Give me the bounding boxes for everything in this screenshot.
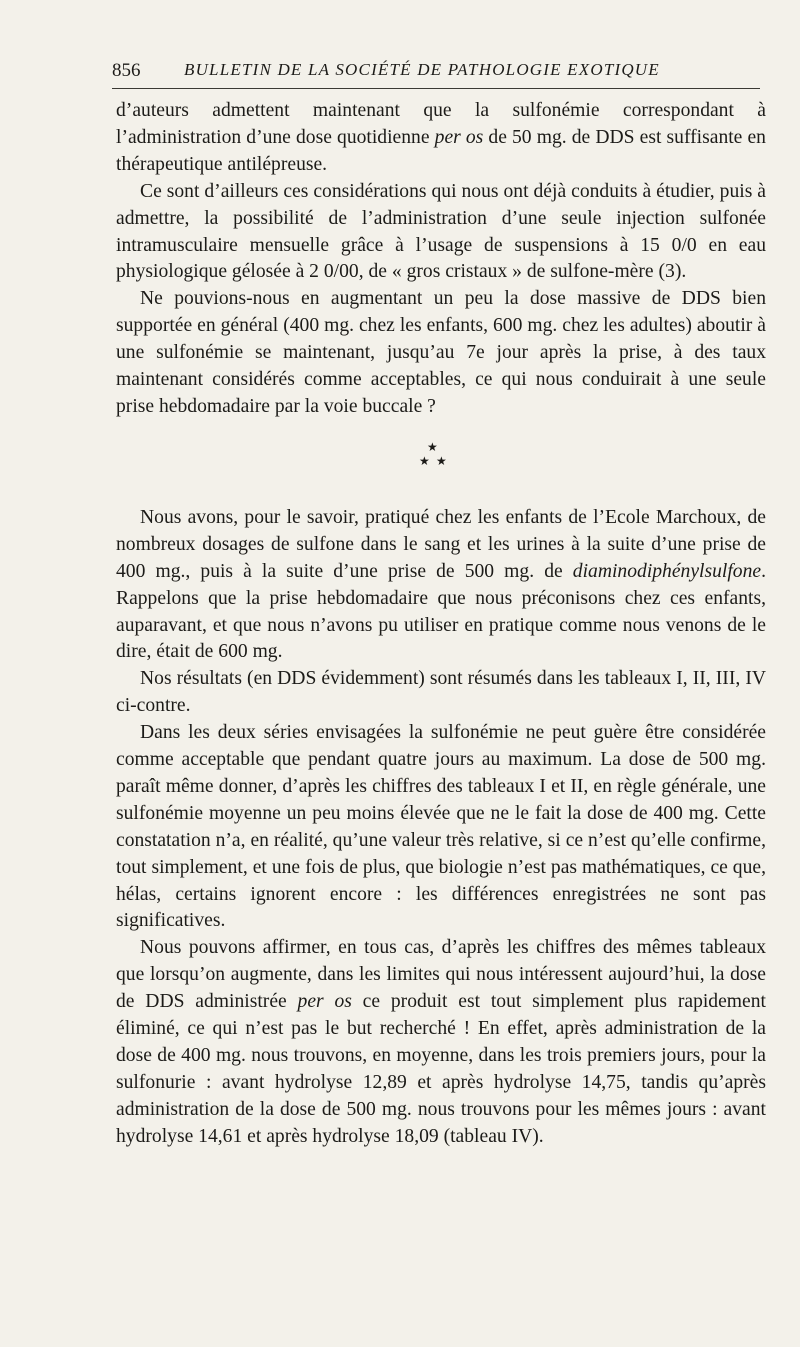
paragraph-7: Nous pouvons affirmer, en tous cas, d’après les chiffres des mêmes tableaux que lorsqu’on augmente, dans les limites qui nous intéressent aujourd’hui, la dose de DDS administrée per os ce produit est tout simplement plus rapidement éliminé, ce qui n’est pas le but recherché ! En effet, après administration de la dose de 400 mg. nous trouvons, en moyenne, dans les trois premiers jours, pour la sulfonurie : avant hydrolyse 12,89 et après hydrolyse 14,75, tandis qu’après administration de la dose de 500 mg. nous trouvons pour les mêmes jours : avant hydrolyse 14,61 et après hydrolyse 18,09 (tableau IV). <box>116 937 766 1147</box>
paragraph-1: d’auteurs admettent maintenant que la sulfonémie correspondant à l’administration d’une dose quotidienne per os de 50 mg. de DDS est suffisante en thérapeutique antilépreuse. <box>116 100 766 175</box>
paragraph-6: Dans les deux séries envisagées la sulfonémie ne peut guère être considérée comme acceptable que pendant quatre jours au maximum. La dose de 500 mg. paraît même donner, d’après les chiffres des tableaux I et II, en règle générale, une sulfonémie moyenne un peu moins élevée que ne le fait la dose de 400 mg. Cette constatation n’a, en réalité, qu’une valeur très relative, si ce n’est qu’elle confirme, tout simplement, et une fois de plus, que biologie n’est pas mathématiques, ce que, hélas, certains ignorent encore : les différences enregistrées ne sont pas significatives. <box>116 722 766 932</box>
section-break-asterism: ★ ★ ★ <box>419 439 447 468</box>
latin-term: per os <box>297 991 352 1013</box>
compound-name: diaminodiphénylsulfone <box>572 560 762 582</box>
paragraph-5: Nos résultats (en DDS évidemment) sont résumés dans les tableaux I, II, III, IV ci-contre. <box>116 668 766 717</box>
page-header <box>112 58 760 89</box>
paragraph-3: Ne pouvions-nous en augmentant un peu la dose massive de DDS bien supportée en général (400 mg. chez les enfants, 600 mg. chez les adultes) aboutir à une sulfonémie se maintenant, jusqu’au 7e jour après la prise, à des taux maintenant considérés comme acceptables, ce qui nous conduirait à une seule prise hebdomadaire par la voie buccale ? <box>116 288 766 417</box>
paragraph-2: Ce sont d’ailleurs ces considérations qui nous ont déjà conduits à étudier, puis à admettre, la possibilité de l’administration d’une seule injection sulfonée intramusculaire mensuelle grâce à l’usage de suspensions à 15 0/0 en eau physiologique gélosée à 2 0/00, de « gros cristaux » de sulfone-mère (3). <box>116 180 766 283</box>
running-title: BULLETIN DE LA SOCIÉTÉ DE PATHOLOGIE EXOTIQUE <box>184 60 660 79</box>
paragraph-4: Nous avons, pour le savoir, pratiqué chez les enfants de l’Ecole Marchoux, de nombreux dosages de sulfone dans le sang et les urines à la suite d’une prise de 400 mg., puis à la suite d’une prise de 500 mg. de diaminodiphénylsulfone. Rappelons que la prise hebdomadaire que nous préconisons chez ces enfants, auparavant, et que nous n’avons pu utiliser en pratique comme nous venons de le dire, était de 600 mg. <box>116 506 766 663</box>
page-number: 856 <box>112 60 141 81</box>
latin-term: per os <box>434 126 484 148</box>
body-text <box>116 98 766 1151</box>
